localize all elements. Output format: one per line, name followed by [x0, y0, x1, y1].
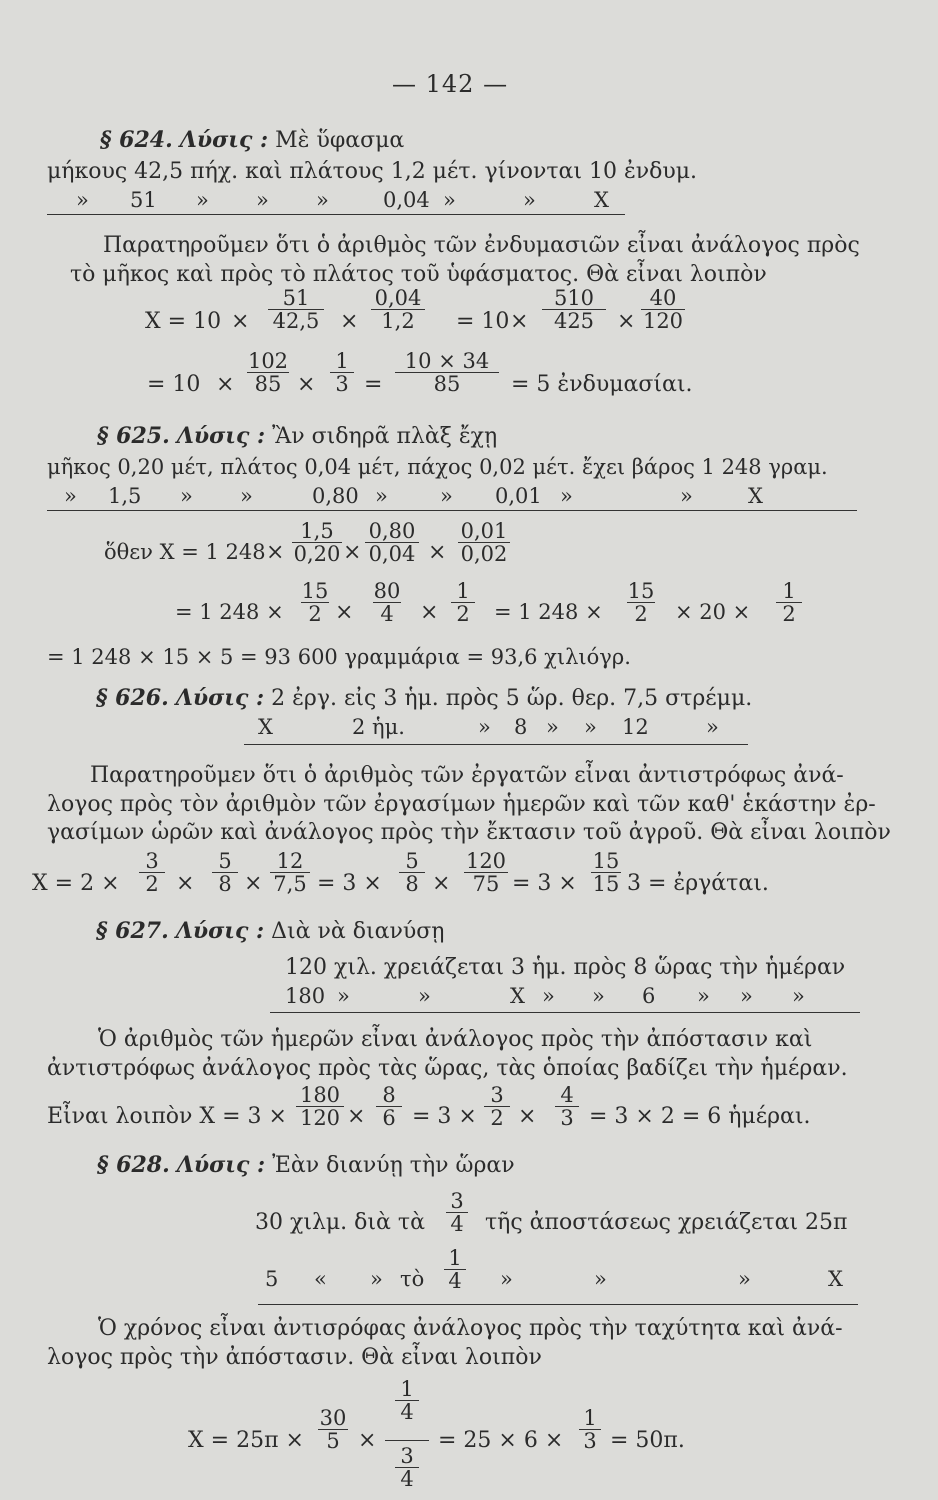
times-sign: × — [518, 1104, 537, 1129]
fraction: 15 2 — [627, 579, 655, 626]
cell: » — [440, 484, 453, 508]
section-lysis-label: Λύσις : — [175, 685, 265, 711]
cell: » — [370, 1267, 383, 1291]
cell: » — [546, 715, 559, 739]
cell: » — [738, 1267, 751, 1291]
cell: » — [443, 188, 456, 212]
times-sign: × — [432, 871, 451, 896]
cell: 0,80 — [312, 484, 359, 508]
times-sign: × — [510, 309, 529, 334]
fraction: 1 4 — [438, 1247, 472, 1292]
fraction: 120 75 — [465, 849, 507, 896]
paragraph-line: λογος πρὸς τὴν ἀπόστασιν. Θὰ εἶναι λοιπὸν — [47, 1345, 542, 1370]
fraction: 5 8 — [208, 850, 242, 895]
paragraph-line: τὸ μῆκος καὶ πρὸς τὸ πλάτος τοῦ ὑφάσματος. Θὰ εἶναι λοιπὸν — [70, 262, 767, 287]
times-sign: × — [343, 540, 362, 565]
formula-text: Εἶναι λοιπὸν X = 3 × — [47, 1104, 287, 1129]
section-number: § 627. — [96, 918, 169, 944]
times-sign: × — [297, 372, 316, 397]
cell: 6 — [642, 984, 656, 1008]
table-row: μῆκος 0,20 μέτ, πλάτος 0,04 μέτ, πάχος 0,02 μέτ. ἔχει βάρος 1 248 γραμ. — [47, 455, 828, 479]
section-number: § 626. — [96, 685, 169, 711]
cell: X — [510, 984, 525, 1008]
cell: » — [740, 984, 753, 1008]
paragraph-line: Ὁ χρόνος εἶναι ἀντισρόφας ἀνάλογος πρὸς τὴν ταχύτητα καὶ ἀνά- — [98, 1316, 843, 1341]
cell: » — [316, 188, 329, 212]
section-number: § 624. — [100, 127, 173, 153]
cell: » — [680, 484, 693, 508]
section-lysis-label: Λύσις : — [175, 918, 265, 944]
cell: » — [592, 984, 605, 1008]
cell: τῆς ἀποστάσεως χρειάζεται 25π — [485, 1210, 848, 1235]
formula-text: X = 25π × — [188, 1428, 304, 1453]
section-number: § 625. — [97, 423, 170, 449]
formula-text: × 20 × — [675, 600, 751, 624]
times-sign: × — [358, 1428, 377, 1453]
cell: » — [240, 484, 253, 508]
times-sign: × — [617, 309, 636, 334]
formula-text: = 50π. — [610, 1428, 685, 1453]
fraction: 510 425 — [540, 287, 608, 332]
formula-text: X = 2 × — [32, 871, 120, 896]
cell: » — [706, 715, 719, 739]
cell: μήκους 42,5 πήχ. — [47, 159, 239, 184]
cell: » — [64, 484, 77, 508]
section-625-heading — [97, 423, 497, 449]
fraction: 4 3 — [550, 1084, 584, 1129]
section-626-heading — [96, 685, 752, 711]
formula-text: = 3 × — [317, 871, 382, 896]
cell: 180 — [285, 984, 326, 1008]
cell: 12 — [622, 715, 649, 739]
formula-text: X = 10 — [145, 309, 222, 334]
cell: » — [584, 715, 597, 739]
section-lysis-label: Λύσις : — [176, 423, 266, 449]
page-number: — 142 — — [392, 70, 509, 98]
fraction: 0,80 0,04 — [362, 520, 422, 565]
cell: 51 — [130, 188, 157, 212]
fraction: 8 6 — [372, 1084, 406, 1129]
section-624-heading — [100, 127, 404, 153]
fraction: 3 4 — [440, 1190, 474, 1235]
cell: X — [594, 188, 609, 212]
times-sign: × — [420, 600, 439, 625]
cell: X — [258, 715, 273, 739]
cell: 0,04 — [383, 188, 430, 212]
fraction: 1 3 — [322, 350, 362, 395]
section-628-heading — [97, 1152, 515, 1178]
times-sign: × — [244, 871, 263, 896]
formula: = 1 248 × 15 × 5 = 93 600 γραμμάρια = 93,6 χιλιόγρ. — [47, 645, 631, 669]
table-row: 120 χιλ. χρειάζεται 3 ἡμ. πρὸς 8 ὥρας τὴν ἡμέραν — [285, 955, 846, 980]
main-fraction-bar — [385, 1440, 429, 1441]
cell: 2 ἡμ. — [352, 715, 405, 739]
times-sign: × — [231, 309, 250, 334]
fraction: 1,5 0,20 — [293, 519, 341, 566]
fraction: 5 8 — [395, 850, 429, 895]
fraction: 102 85 — [247, 349, 289, 396]
cell: 5 — [265, 1267, 279, 1291]
cell: 1,5 — [108, 484, 142, 508]
formula-text: = 3 × 2 = 6 ἡμέραι. — [589, 1104, 811, 1129]
section-intro: Ἐὰν διανύῃ τὴν ὥραν — [272, 1153, 515, 1178]
cell: » — [337, 984, 350, 1008]
fraction: 40 120 — [642, 286, 684, 333]
section-intro: Διὰ νὰ διανύσῃ — [271, 919, 445, 944]
formula-text: 3 = ἐργάται. — [627, 871, 769, 896]
section-lysis-label: Λύσις : — [176, 1152, 266, 1178]
section-627-heading — [96, 918, 444, 944]
cell: » — [594, 1267, 607, 1291]
formula-text: = 1 248 × — [175, 600, 284, 624]
fraction: 1 4 — [390, 1378, 424, 1423]
fraction: 15 15 — [592, 849, 620, 896]
formula-text: = 10 — [456, 309, 510, 334]
cell: » — [792, 984, 805, 1008]
cell: » — [697, 984, 710, 1008]
cell: καὶ πλάτους 1,2 μέτ. — [245, 159, 478, 184]
fraction: 1 3 — [575, 1407, 605, 1452]
formula-text: = 5 ἐνδυμασίαι. — [511, 372, 693, 397]
fraction: 1 2 — [446, 580, 480, 625]
cell: » — [256, 188, 269, 212]
divider — [258, 1304, 858, 1305]
cell: » — [500, 1267, 513, 1291]
formula-text: = 3 × — [412, 1104, 477, 1129]
cell: X — [828, 1267, 843, 1291]
cell: » — [196, 188, 209, 212]
times-sign: × — [347, 1104, 366, 1129]
section-number: § 628. — [97, 1152, 170, 1178]
cell: » — [375, 484, 388, 508]
fraction: 0,01 0,02 — [454, 520, 514, 565]
formula-text: = 1 248 × — [494, 600, 603, 624]
cell: » — [560, 484, 573, 508]
fraction: 180 120 — [294, 1084, 346, 1129]
section-intro: Ἂν σιδηρᾶ πλὰξ ἔχῃ — [272, 424, 498, 449]
times-sign: × — [340, 309, 359, 334]
cell: τὸ — [400, 1267, 425, 1291]
times-sign: × — [266, 540, 285, 565]
fraction: 80 4 — [373, 579, 401, 626]
divider — [47, 510, 857, 511]
formula-text: ὅθεν X = 1 248 — [104, 540, 266, 564]
fraction: 1 2 — [772, 580, 806, 625]
cell: » — [523, 188, 536, 212]
times-sign: × — [216, 372, 235, 397]
paragraph-line: Παρατηροῦμεν ὅτι ὁ ἀριθμὸς τῶν ἐργατῶν εἶναι ἀντιστρόφως ἀνά- — [90, 763, 844, 788]
fraction: 0,04 1,2 — [368, 287, 428, 332]
fraction: 10 × 34 85 — [392, 350, 502, 395]
times-sign: × — [335, 600, 354, 625]
paragraph-line: Παρατηροῦμεν ὅτι ὁ ἀριθμὸς τῶν ἐνδυμασιῶν εἶναι ἀνάλογος πρὸς — [103, 233, 860, 258]
cell: » — [76, 188, 89, 212]
formula-text: = 25 × 6 × — [438, 1428, 564, 1453]
cell: » — [542, 984, 555, 1008]
formula-text: = 10 — [147, 372, 201, 397]
fraction: 51 42,5 — [266, 287, 326, 332]
divider — [244, 744, 748, 745]
fraction: 12 7,5 — [268, 850, 312, 895]
section-intro: Μὲ ὕφασμα — [275, 128, 405, 153]
fraction: 3 2 — [480, 1084, 514, 1129]
section-lysis-label: Λύσις : — [179, 127, 269, 153]
cell: X — [748, 484, 763, 508]
cell: « — [314, 1267, 327, 1291]
times-sign: × — [176, 871, 195, 896]
fraction: 30 5 — [319, 1406, 347, 1453]
table-row — [47, 159, 697, 184]
section-intro: 2 ἐργ. εἰς 3 ἡμ. πρὸς 5 ὥρ. θερ. 7,5 στρέμμ. — [271, 686, 753, 711]
cell: 8 — [514, 715, 528, 739]
paragraph-line: Ὁ ἀριθμὸς τῶν ἡμερῶν εἶναι ἀνάλογος πρὸς τὴν ἀπόστασιν καὶ — [98, 1027, 813, 1052]
cell: 30 χιλμ. διὰ τὰ — [255, 1210, 425, 1235]
fraction: 15 2 — [301, 579, 329, 626]
cell: 0,01 — [495, 484, 542, 508]
fraction: 3 4 — [390, 1445, 424, 1490]
times-sign: × — [428, 540, 447, 565]
cell: » — [180, 484, 193, 508]
cell: » — [478, 715, 491, 739]
divider — [270, 1012, 860, 1013]
fraction: 3 2 — [135, 850, 169, 895]
formula-text: = 3 × — [512, 871, 577, 896]
paragraph-line: λογος πρὸς τὸν ἀριθμὸν τῶν ἐργασίμων ἡμερῶν καὶ τῶν καθ' ἑκάστην ἐρ- — [47, 792, 876, 817]
cell: » — [418, 984, 431, 1008]
divider — [47, 214, 625, 215]
formula-text: = — [364, 372, 383, 397]
paragraph-line: ἀντιστρόφως ἀνάλογος πρὸς τὰς ὥρας, τὰς ὁποίας βαδίζει τὴν ἡμέραν. — [47, 1056, 848, 1081]
cell: γίνονται 10 ἐνδυμ. — [484, 159, 698, 184]
paragraph-line: γασίμων ὡρῶν καὶ ἀνάλογος πρὸς τὴν ἔκτασιν τοῦ ἀγροῦ. Θὰ εἶναι λοιπὸν — [47, 820, 891, 845]
